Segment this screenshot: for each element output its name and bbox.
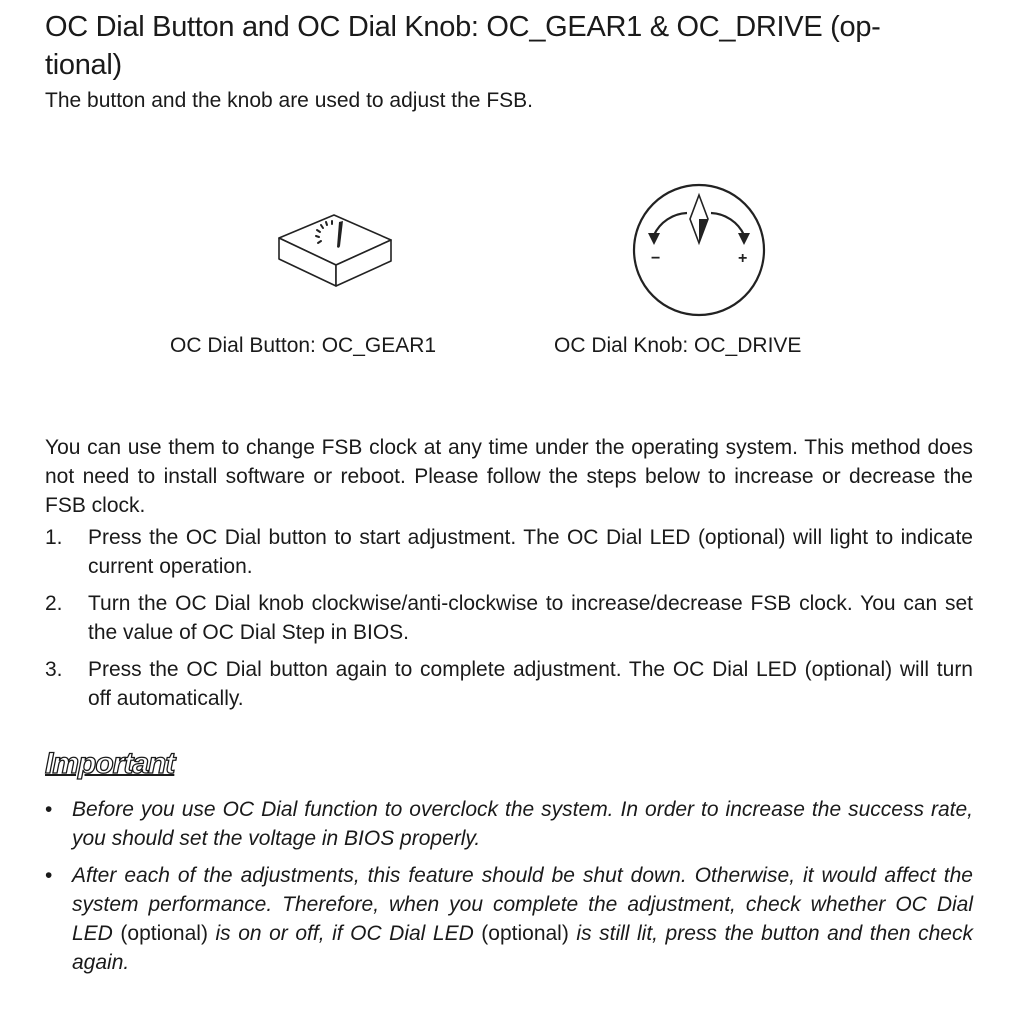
knob-minus-label: −: [651, 250, 661, 267]
important-notes: [45, 795, 973, 985]
step-item: [45, 523, 973, 581]
note-optional-label: (optional): [481, 922, 569, 945]
step-item: [45, 589, 973, 647]
step-text: Turn the OC Dial knob clockwise/anti-clockwise to increase/decrease FSB clock. You can set the value of OC Dial Step in BIOS.: [88, 592, 973, 644]
note-text-part: is still lit, press the button and then check again.: [72, 922, 973, 974]
bullet-icon: •: [45, 864, 53, 887]
oc-dial-knob-icon: [632, 183, 766, 317]
oc-dial-button-icon: [277, 213, 393, 289]
note-item: [45, 795, 973, 853]
note-optional-label: (optional): [120, 922, 208, 945]
step-text: Press the OC Dial button again to complete adjustment. The OC Dial LED (optional) will turn off automatically.: [88, 658, 973, 710]
step-number: 2.: [45, 592, 63, 615]
note-text-part: is on or off, if OC Dial LED: [215, 922, 474, 945]
note-text: Before you use OC Dial function to overclock the system. In order to increase the success rate, you should set the voltage in BIOS properly.: [72, 798, 973, 850]
step-number: 3.: [45, 658, 63, 681]
bullet-icon: •: [45, 798, 53, 821]
intro-text: The button and the knob are used to adjust the FSB.: [45, 89, 533, 112]
manual-page: [45, 8, 973, 974]
knob-plus-label: +: [738, 250, 748, 267]
note-item: [45, 861, 973, 977]
knob-caption: OC Dial Knob: OC_DRIVE: [554, 334, 802, 357]
section-title-line-2: tional): [45, 49, 122, 81]
section-title-line-1: OC Dial Button and OC Dial Knob: OC_GEAR1 & OC_DRIVE (op-: [45, 11, 881, 43]
note-text-part: After each of the adjustments, this feature should be shut down. Otherwise, it would affect the system performance. Therefore, when you complete the adjustment, check whether OC Dial LED: [72, 864, 973, 945]
section-title: [45, 8, 945, 84]
figures-area: [45, 173, 973, 373]
step-item: [45, 655, 973, 713]
important-heading: Important: [45, 747, 175, 780]
step-text: Press the OC Dial button to start adjustment. The OC Dial LED (optional) will light to indicate current operation.: [88, 526, 973, 578]
steps-list: [45, 523, 973, 721]
step-number: 1.: [45, 526, 63, 549]
description-paragraph: You can use them to change FSB clock at any time under the operating system. This method does not need to install software or reboot. Please follow the steps below to increase or decrease the FSB clock.: [45, 436, 973, 517]
button-caption: OC Dial Button: OC_GEAR1: [170, 334, 437, 357]
